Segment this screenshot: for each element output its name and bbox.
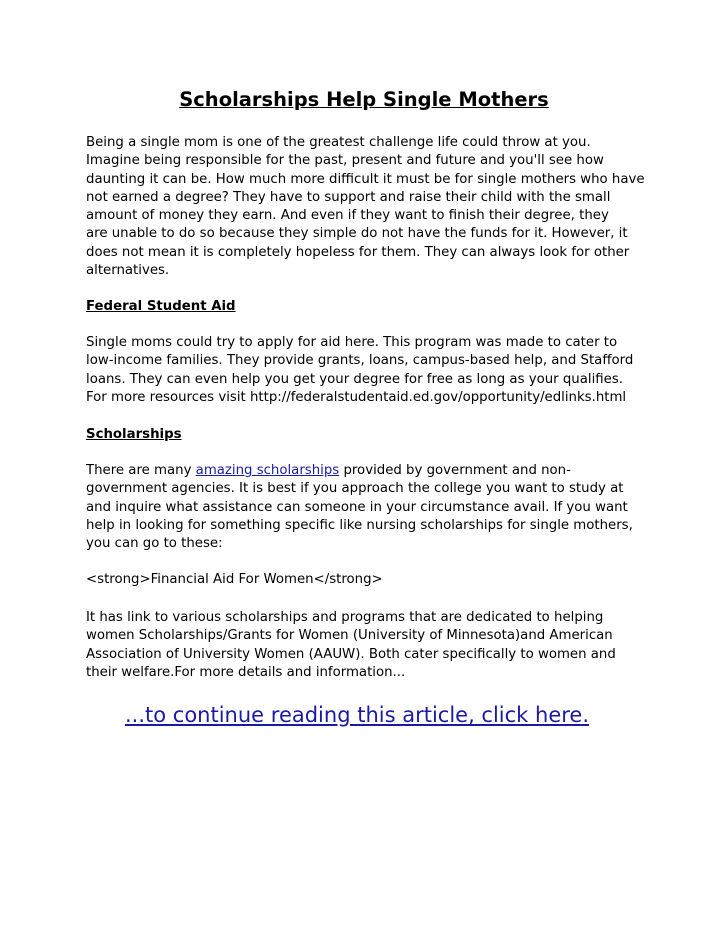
links-line: women Scholarships/Grants for Women (University of Minnesota)and American xyxy=(86,628,613,644)
federal-line: loans. They can even help you get your degree for free as long as your qualifies. xyxy=(86,371,623,387)
links-line: Association of University Women (AAUW). Both cater specifically to women and xyxy=(86,646,616,662)
scholarships-line xyxy=(86,462,633,480)
federal-paragraph xyxy=(86,334,633,407)
scholarships-line-text: There are many xyxy=(86,463,196,478)
intro-line: daunting it can be. How much more difficult it must be for single mothers who have xyxy=(86,171,645,187)
page-title: Scholarships Help Single Mothers xyxy=(179,88,549,111)
intro-line: are unable to do so because they simple do not have the funds for it. However, it xyxy=(86,226,628,242)
scholarships-line-text: provided by government and non- xyxy=(339,463,571,478)
intro-line: alternatives. xyxy=(86,263,170,279)
intro-line: amount of money they earn. And even if they want to finish their degree, they xyxy=(86,208,609,224)
links-line: their welfare.For more details and information... xyxy=(86,664,406,680)
federal-heading: Federal Student Aid xyxy=(86,299,236,314)
scholarships-line: and inquire what assistance can someone in your circumstance avail. If you want xyxy=(86,499,628,515)
federal-line: Single moms could try to apply for aid here. This program was made to cater to xyxy=(86,335,618,350)
scholarships-paragraph xyxy=(86,462,633,553)
scholarships-line: government agencies. It is best if you approach the college you want to study at xyxy=(86,481,624,497)
intro-line: Being a single mom is one of the greatest challenge life could throw at you. xyxy=(86,135,591,150)
scholarships-line: help in looking for something specific like nursing scholarships for single mothers, xyxy=(86,517,633,533)
continue-reading-link[interactable]: ...to continue reading this article, click here. xyxy=(125,703,590,727)
links-paragraph xyxy=(86,609,616,682)
intro-paragraph xyxy=(86,134,645,280)
federal-line: low-income families. They provide grants, loans, campus-based help, and Stafford xyxy=(86,353,634,369)
amazing-scholarships-link[interactable]: amazing scholarships xyxy=(195,463,340,478)
scholarships-heading: Scholarships xyxy=(86,427,182,442)
intro-line: not earned a degree? They have to support and raise their child with the small xyxy=(86,189,611,205)
intro-line: Imagine being responsible for the past, present and future and you'll see how xyxy=(86,153,604,169)
federal-line: For more resources visit http://federalstudentaid.ed.gov/opportunity/edlinks.html xyxy=(86,389,627,405)
strong-tag-line: <strong>Financial Aid For Women</strong> xyxy=(86,572,383,587)
intro-line: does not mean it is completely hopeless for them. They can always look for other xyxy=(86,244,630,260)
scholarships-line: you can go to these: xyxy=(86,536,223,552)
links-line: It has link to various scholarships and programs that are dedicated to helping xyxy=(86,610,604,625)
